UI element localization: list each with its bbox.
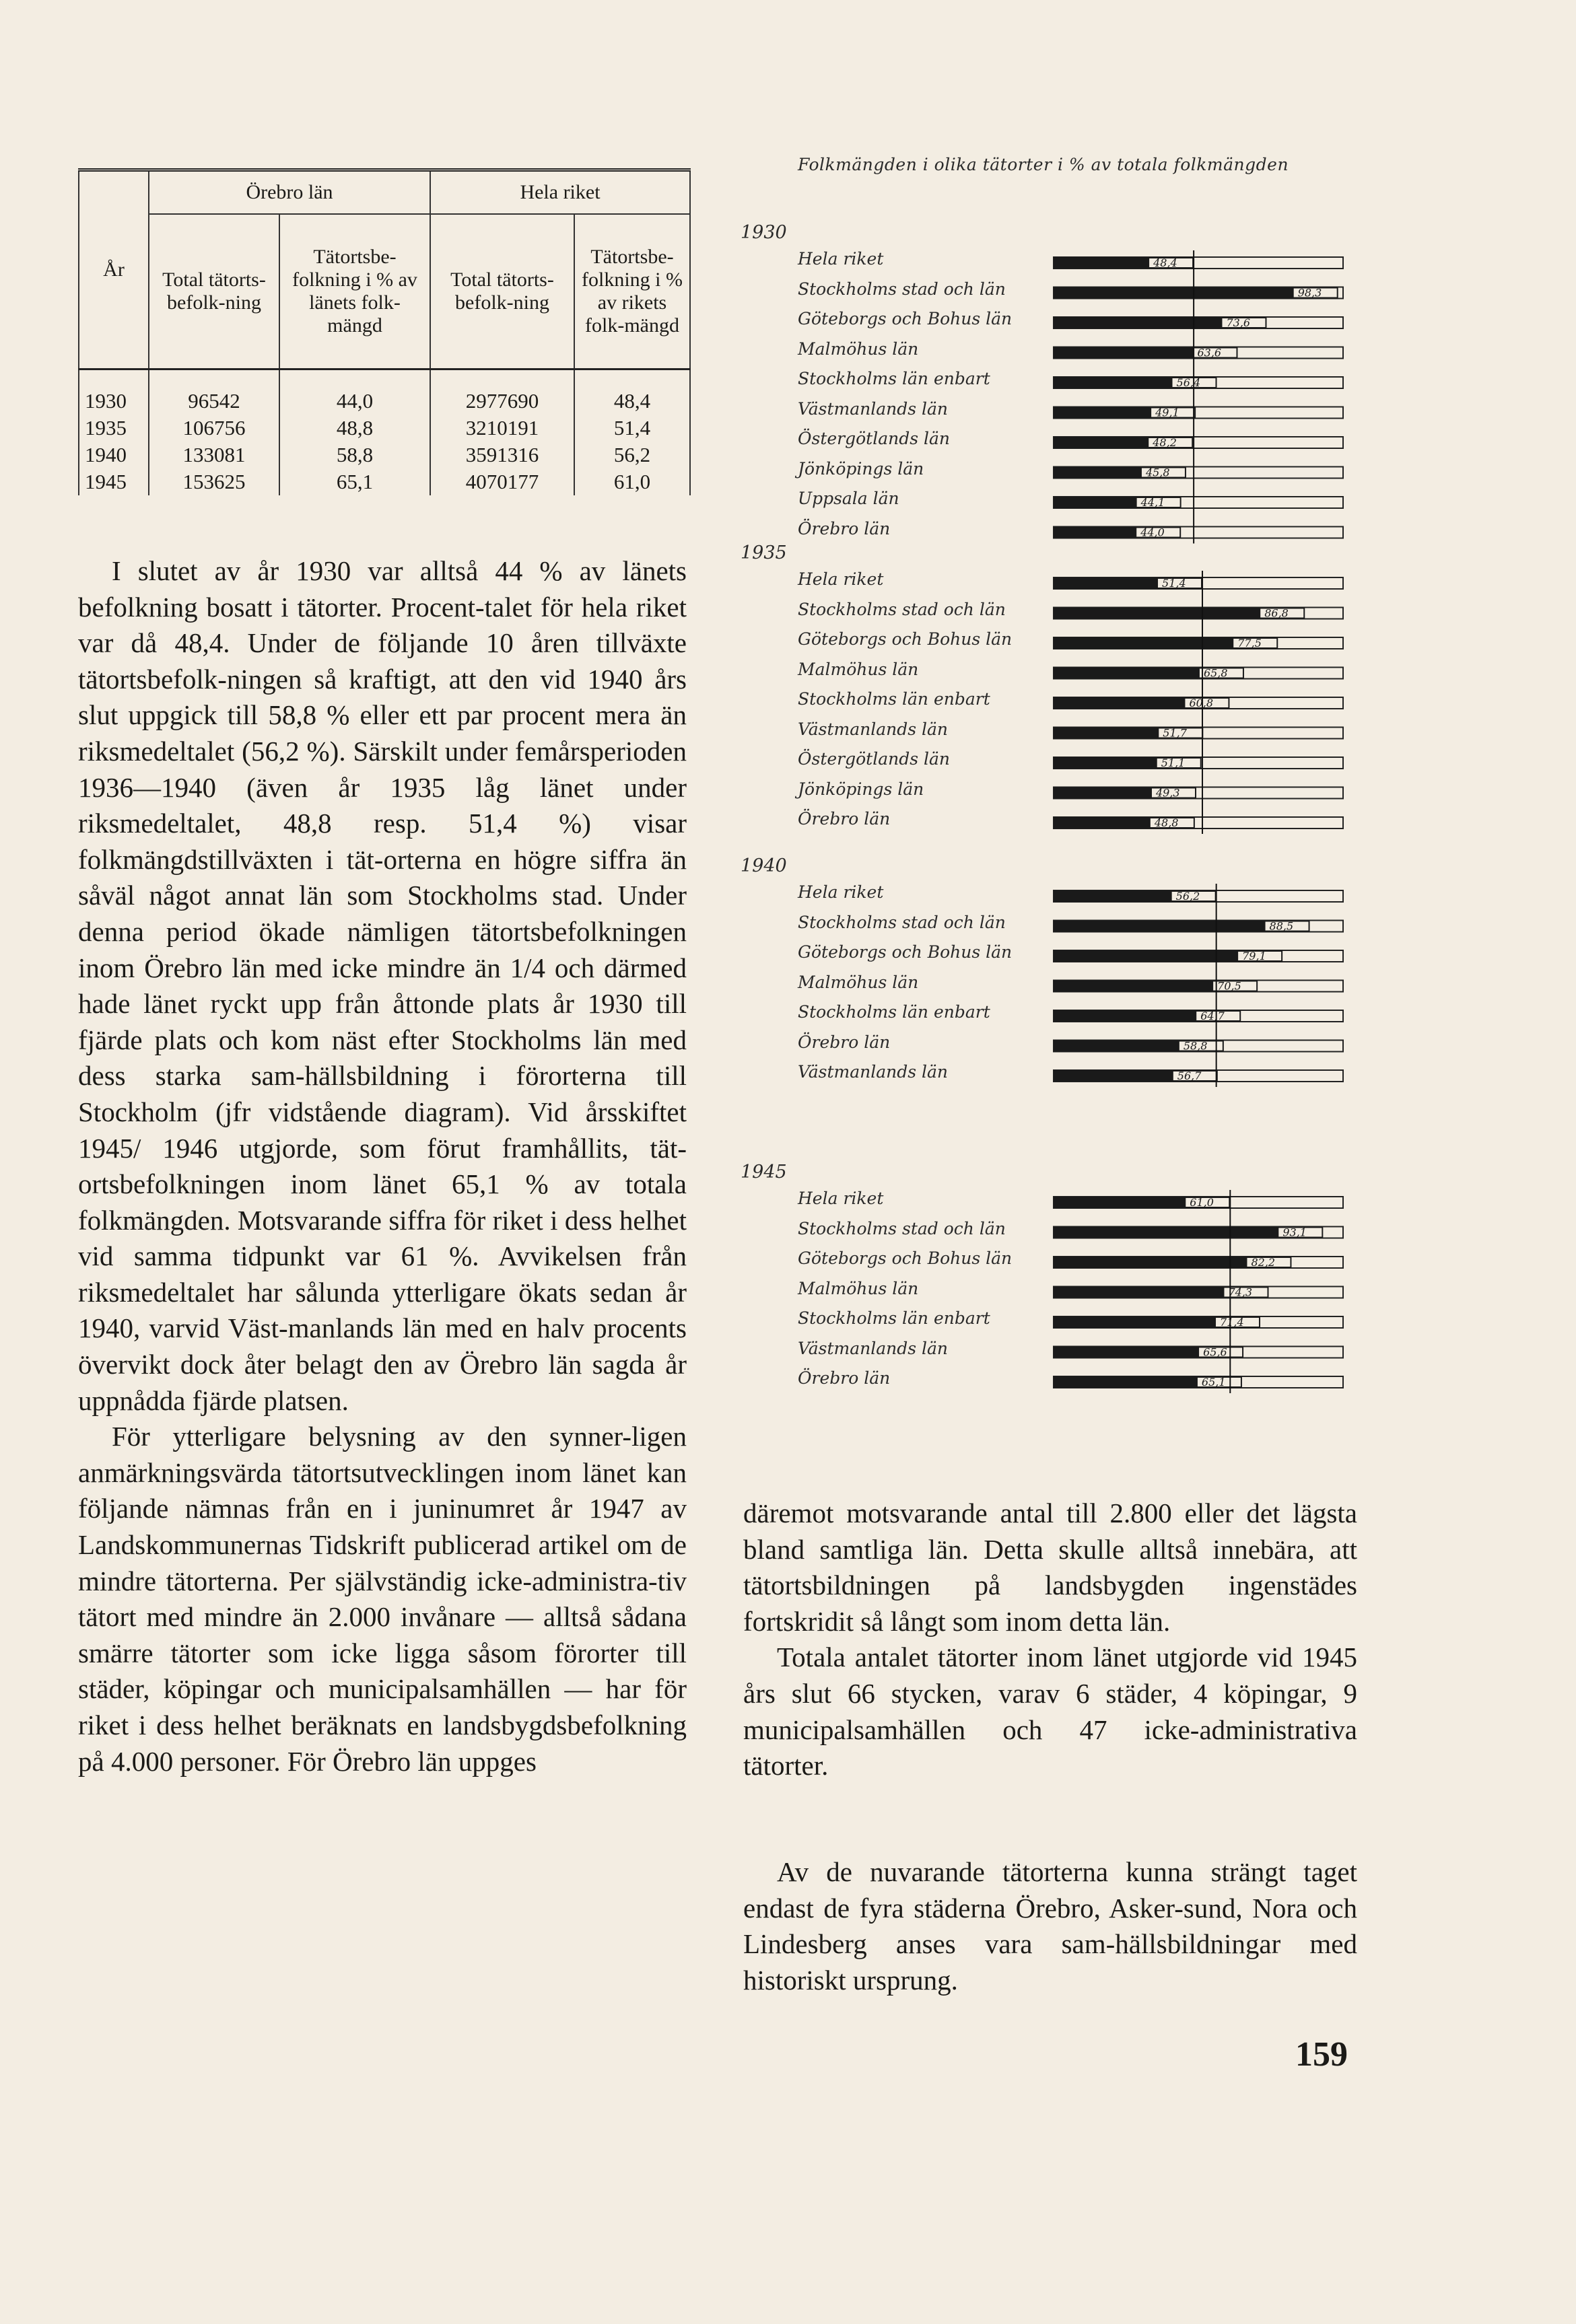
chart-value-label: 98,3 bbox=[1297, 286, 1322, 300]
table-cell-year: 1930 bbox=[79, 369, 149, 415]
chart-year-label: 1945 bbox=[741, 1162, 787, 1183]
chart-category-label: Göteborgs och Bohus län bbox=[798, 629, 1013, 649]
chart-value-label: 70,5 bbox=[1217, 979, 1241, 993]
chart-value-label: 49,3 bbox=[1155, 786, 1180, 800]
table-cell-riket-pct: 56,2 bbox=[574, 442, 690, 468]
chart-category-label: Örebro län bbox=[798, 1032, 891, 1052]
chart-value-label: 49,1 bbox=[1155, 406, 1179, 419]
table-cell-year: 1935 bbox=[79, 415, 149, 442]
col-riket-total-header: Total tätorts-befolk-ning bbox=[430, 214, 574, 369]
chart-value-label: 88,5 bbox=[1269, 919, 1294, 933]
chart-category-label: Stockholms stad och län bbox=[798, 599, 1006, 619]
table-row bbox=[79, 468, 690, 495]
table-cell-riket-total: 4070177 bbox=[430, 468, 574, 495]
table-row bbox=[79, 369, 690, 415]
chart-category-label: Göteborgs och Bohus län bbox=[798, 1248, 1013, 1268]
chart-value-label: 56,7 bbox=[1177, 1069, 1202, 1082]
table-cell-riket-pct: 48,4 bbox=[574, 369, 690, 415]
col-orebro-share-header: Tätortsbe-folkning i % av länets folk-mängd bbox=[279, 214, 430, 369]
right-text-column bbox=[743, 1495, 1357, 1784]
chart-value-label: 86,8 bbox=[1264, 606, 1289, 620]
chart-value-label: 65,8 bbox=[1203, 666, 1228, 680]
chart-category-label: Stockholms län enbart bbox=[798, 1308, 990, 1328]
table-cell-riket-total: 3210191 bbox=[430, 415, 574, 442]
chart-value-label: 56,4 bbox=[1176, 376, 1201, 389]
chart-category-label: Hela riket bbox=[798, 882, 884, 902]
table-cell-orebro-total: 133081 bbox=[149, 442, 279, 468]
chart-category-label: Hela riket bbox=[798, 569, 884, 589]
chart-value-label: 60,8 bbox=[1189, 697, 1214, 709]
chart-value-label: 79,1 bbox=[1242, 950, 1266, 962]
table-cell-orebro-pct: 58,8 bbox=[279, 442, 430, 468]
col-year-header: År bbox=[79, 172, 149, 369]
chart-category-label: Malmöhus län bbox=[798, 659, 919, 679]
chart-category-label: Västmanlands län bbox=[798, 1062, 949, 1082]
table-cell-orebro-total: 106756 bbox=[149, 415, 279, 442]
chart-category-label: Östergötlands län bbox=[798, 429, 951, 448]
chart-value-label: 48,4 bbox=[1153, 256, 1177, 269]
page-number: 159 bbox=[1295, 2035, 1348, 2074]
right-text-column-lower bbox=[743, 1854, 1357, 1998]
chart-category-label: Östergötlands län bbox=[798, 749, 951, 769]
chart-value-label: 65,1 bbox=[1201, 1376, 1226, 1388]
table-cell-riket-pct: 51,4 bbox=[574, 415, 690, 442]
chart-value-label: 56,2 bbox=[1175, 890, 1200, 903]
chart-year-label: 1930 bbox=[741, 222, 787, 243]
table-row bbox=[79, 415, 690, 442]
chart-category-label: Malmöhus län bbox=[798, 339, 919, 359]
chart-category-label: Örebro län bbox=[798, 809, 891, 829]
table-cell-orebro-total: 153625 bbox=[149, 468, 279, 495]
chart-category-label: Västmanlands län bbox=[798, 1338, 949, 1358]
chart-category-label: Malmöhus län bbox=[798, 972, 919, 992]
chart-category-label: Stockholms län enbart bbox=[798, 689, 990, 709]
chart-title: Folkmängden i olika tätorter i % av totala folkmängden bbox=[798, 155, 1289, 174]
chart-category-label: Västmanlands län bbox=[798, 719, 949, 739]
chart-value-label: 73,6 bbox=[1226, 316, 1251, 329]
chart-category-label: Stockholms län enbart bbox=[798, 1002, 990, 1022]
chart-category-label: Hela riket bbox=[798, 1189, 884, 1208]
chart-value-label: 65,6 bbox=[1203, 1345, 1227, 1359]
chart-category-label: Jönköpings län bbox=[798, 458, 924, 479]
chart-value-label: 48,2 bbox=[1153, 436, 1177, 449]
chart-category-label: Jönköpings län bbox=[798, 779, 924, 799]
table-cell-orebro-pct: 44,0 bbox=[279, 369, 430, 415]
chart-value-label: 51,1 bbox=[1161, 756, 1186, 769]
paragraph: Totala antalet tätorter inom länet utgjorde vid 1945 års slut 66 stycken, varav 6 städer, 4 köpingar, 9 municipalsamhällen och 47 icke-administrativa tätorter. bbox=[743, 1642, 1357, 1782]
chart-category-label: Stockholms län enbart bbox=[798, 369, 990, 388]
chart-value-label: 44,1 bbox=[1140, 496, 1165, 509]
chart-category-label: Malmöhus län bbox=[798, 1278, 919, 1298]
chart-value-label: 93,1 bbox=[1282, 1226, 1307, 1239]
table-cell-orebro-pct: 65,1 bbox=[279, 468, 430, 495]
chart-category-label: Göteborgs och Bohus län bbox=[798, 942, 1013, 962]
chart-category-label: Stockholms stad och län bbox=[798, 1218, 1006, 1238]
chart-value-label: 71,4 bbox=[1220, 1316, 1244, 1329]
group-header-riket: Hela riket bbox=[430, 172, 690, 214]
chart-category-label: Örebro län bbox=[798, 518, 891, 538]
table-cell-orebro-pct: 48,8 bbox=[279, 415, 430, 442]
chart-value-label: 44,0 bbox=[1140, 526, 1165, 539]
table-cell-year: 1945 bbox=[79, 468, 149, 495]
chart-year-label: 1940 bbox=[741, 855, 787, 876]
chart-value-label: 64,7 bbox=[1200, 1010, 1225, 1022]
chart-category-label: Hela riket bbox=[798, 249, 884, 269]
paragraph: Av de nuvarande tätorterna kunna strängt taget endast de fyra städerna Örebro, Asker-sund, Nora och Lindesberg anses vara sam-hällsbildningar med historiskt ursprung. bbox=[743, 1856, 1357, 1996]
col-riket-share-header: Tätortsbe-folkning i % av rikets folk-mängd bbox=[574, 214, 690, 369]
chart-value-label: 74,3 bbox=[1228, 1286, 1253, 1299]
chart-category-label: Örebro län bbox=[798, 1368, 891, 1388]
chart-category-label: Uppsala län bbox=[798, 489, 899, 508]
table-cell-riket-pct: 61,0 bbox=[574, 468, 690, 495]
chart-value-label: 61,0 bbox=[1190, 1196, 1214, 1209]
chart-value-label: 51,4 bbox=[1162, 577, 1186, 590]
chart-category-label: Göteborgs och Bohus län bbox=[798, 309, 1013, 328]
paragraph: För ytterligare belysning av den synner-ligen anmärkningsvärda tätortsutvecklingen inom länet kan följande nämnas från en i juninumret år 1947 av Landskommunernas Tidskrift publicerad artikel om de mindre tätorterna. Per självständig icke-administra-tiv tätort med mindre än 2.000 invånare — alltså sådana smärre tätorter som icke ligga såsom förorter till städer, köpingar och municipalsamhällen — har för riket i dess helhet beräknats en landsbygdsbefolkning på 4.000 personer. För Örebro län uppges bbox=[78, 1421, 687, 1777]
table-cell-orebro-total: 96542 bbox=[149, 369, 279, 415]
group-header-orebro: Örebro län bbox=[149, 172, 430, 214]
chart-value-label: 45,8 bbox=[1145, 466, 1170, 479]
chart-value-label: 51,7 bbox=[1163, 726, 1187, 740]
chart-value-label: 77,5 bbox=[1237, 637, 1262, 649]
chart-category-label: Västmanlands län bbox=[798, 398, 949, 419]
chart-value-label: 63,6 bbox=[1197, 346, 1222, 359]
paragraph: I slutet av år 1930 var alltså 44 % av länets befolkning bosatt i tätorter. Procent-talet för hela riket var då 48,4. Under de följande 10 åren tillväxte tätortsbefolk-ningen så kraftigt, att den vid 1940 års slut uppgick till 58,8 % eller ett par procent mera än riksmedeltalet (56,2 %). Särskilt under femårsperioden 1936—1940 (även år 1935 låg länet under riksmedeltalet, 48,8 resp. 51,4 %) visar folkmängdstillväxten i tät-orterna en högre siffra än såväl något annat län som Stockholms stad. Under denna period ökade nämligen tätortsbefolkningen inom Örebro län med icke mindre än 1/4 och därmed hade länet ryckt upp från åttonde plats år 1930 till fjärde plats och kom näst efter Stockholms län med dess starka sam-hällsbildning i förorterna till Stockholm (jfr vidstående diagram). Vid årsskiftet 1945/ 1946 utgjorde, som förut framhållits, tät-ortsbefolkningen inom länet 65,1 % av totala folkmängden. Motsvarande siffra för riket i dess helhet vid samma tidpunkt var 61 %. Avvikelsen från riksmedeltalet har sålunda ytterligare ökats sedan år 1940, varvid Väst-manlands län med en halv procents övervikt dock åter belagt den av Örebro län sagda år uppnådda fjärde platsen. bbox=[78, 555, 687, 1416]
table-cell-riket-total: 2977690 bbox=[430, 369, 574, 415]
urbanization-bar-chart bbox=[727, 155, 1373, 1434]
paragraph: däremot motsvarande antal till 2.800 eller det lägsta bland samtliga län. Detta skulle alltså innebära, att tätortsbildningen på landsbygden ingenstädes fortskridit så långt som inom detta län. bbox=[743, 1498, 1357, 1637]
statistics-table bbox=[78, 172, 691, 495]
left-text-column bbox=[78, 553, 687, 1780]
chart-value-label: 48,8 bbox=[1154, 816, 1179, 829]
chart-category-label: Stockholms stad och län bbox=[798, 912, 1006, 932]
table-row bbox=[79, 442, 690, 468]
table-cell-riket-total: 3591316 bbox=[430, 442, 574, 468]
col-orebro-total-header: Total tätorts-befolk-ning bbox=[149, 214, 279, 369]
table-cell-year: 1940 bbox=[79, 442, 149, 468]
chart-year-label: 1935 bbox=[741, 542, 787, 563]
chart-value-label: 82,2 bbox=[1251, 1256, 1276, 1269]
statistics-table-wrapper bbox=[78, 168, 691, 495]
chart-value-label: 58,8 bbox=[1183, 1039, 1208, 1053]
chart-category-label: Stockholms stad och län bbox=[798, 279, 1006, 299]
